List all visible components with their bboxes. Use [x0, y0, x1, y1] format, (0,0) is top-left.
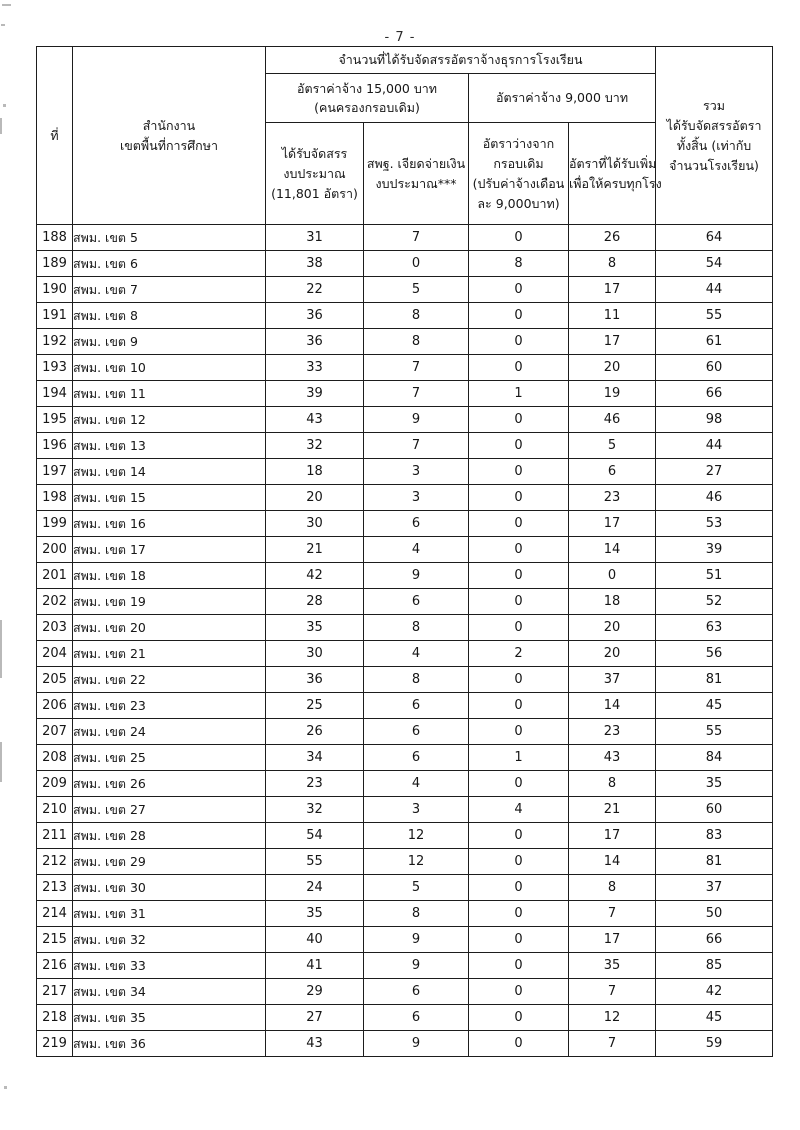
cell-obec-reallocated: 7 — [364, 433, 469, 459]
table-row — [37, 563, 773, 589]
cell-additional-positions: 37 — [569, 667, 656, 693]
cell-row-number: 202 — [37, 589, 73, 615]
cell-obec-reallocated: 12 — [364, 823, 469, 849]
table-row — [37, 277, 773, 303]
cell-vacant-positions: 0 — [469, 719, 569, 745]
cell-budget-allocated: 54 — [266, 823, 364, 849]
cell-additional-positions: 5 — [569, 433, 656, 459]
cell-row-number: 214 — [37, 901, 73, 927]
cell-vacant-positions: 0 — [469, 589, 569, 615]
page-number: - 7 - — [384, 30, 416, 45]
cell-row-number: 193 — [37, 355, 73, 381]
cell-budget-allocated: 40 — [266, 927, 364, 953]
cell-additional-positions: 20 — [569, 355, 656, 381]
cell-grand-total: 45 — [656, 1005, 773, 1031]
cell-additional-positions: 17 — [569, 277, 656, 303]
table-row — [37, 875, 773, 901]
header-group-wage-9000 — [469, 74, 656, 123]
cell-obec-reallocated: 6 — [364, 719, 469, 745]
cell-row-number: 213 — [37, 875, 73, 901]
cell-additional-positions: 14 — [569, 537, 656, 563]
cell-row-number: 216 — [37, 953, 73, 979]
header-vacant-line-4: ละ 9,000บาท) — [477, 195, 560, 211]
cell-obec-reallocated: 3 — [364, 459, 469, 485]
cell-obec-reallocated: 6 — [364, 511, 469, 537]
cell-row-number: 215 — [37, 927, 73, 953]
cell-vacant-positions: 0 — [469, 823, 569, 849]
cell-office-name: สพม. เขต 35 — [73, 1005, 266, 1031]
cell-obec-reallocated: 8 — [364, 901, 469, 927]
cell-additional-positions: 21 — [569, 797, 656, 823]
header-grand-total-line-1: รวม — [703, 97, 726, 113]
cell-obec-reallocated: 4 — [364, 537, 469, 563]
cell-row-number: 205 — [37, 667, 73, 693]
cell-office-name: สพม. เขต 26 — [73, 771, 266, 797]
cell-obec-reallocated: 6 — [364, 979, 469, 1005]
header-budget-line-1: ได้รับจัดสรร — [281, 145, 348, 161]
allocation-table-container — [36, 46, 772, 1057]
cell-office-name: สพม. เขต 19 — [73, 589, 266, 615]
cell-budget-allocated: 24 — [266, 875, 364, 901]
cell-grand-total: 83 — [656, 823, 773, 849]
cell-grand-total: 42 — [656, 979, 773, 1005]
cell-vacant-positions: 0 — [469, 485, 569, 511]
cell-row-number: 196 — [37, 433, 73, 459]
cell-obec-reallocated: 8 — [364, 667, 469, 693]
cell-row-number: 192 — [37, 329, 73, 355]
cell-obec-reallocated: 8 — [364, 329, 469, 355]
table-row — [37, 693, 773, 719]
cell-grand-total: 39 — [656, 537, 773, 563]
table-row — [37, 641, 773, 667]
cell-vacant-positions: 0 — [469, 1031, 569, 1057]
cell-grand-total: 50 — [656, 901, 773, 927]
cell-additional-positions: 8 — [569, 251, 656, 277]
cell-row-number: 211 — [37, 823, 73, 849]
table-row — [37, 745, 773, 771]
cell-row-number: 206 — [37, 693, 73, 719]
cell-office-name: สพม. เขต 27 — [73, 797, 266, 823]
table-body — [37, 225, 773, 1057]
cell-office-name: สพม. เขต 28 — [73, 823, 266, 849]
cell-row-number: 199 — [37, 511, 73, 537]
cell-budget-allocated: 22 — [266, 277, 364, 303]
cell-vacant-positions: 0 — [469, 563, 569, 589]
cell-obec-reallocated: 0 — [364, 251, 469, 277]
cell-additional-positions: 12 — [569, 1005, 656, 1031]
cell-additional-positions: 23 — [569, 719, 656, 745]
header-grand-total-line-2: ได้รับจัดสรรอัตรา — [666, 117, 762, 133]
cell-additional-positions: 17 — [569, 329, 656, 355]
cell-vacant-positions: 0 — [469, 875, 569, 901]
cell-additional-positions: 7 — [569, 1031, 656, 1057]
header-vacant-line-3: (ปรับค่าจ้างเดือน — [472, 175, 565, 191]
cell-additional-positions: 14 — [569, 849, 656, 875]
cell-additional-positions: 43 — [569, 745, 656, 771]
cell-grand-total: 66 — [656, 927, 773, 953]
cell-vacant-positions: 0 — [469, 355, 569, 381]
header-group-9000-line-1: อัตราค่าจ้าง 9,000 บาท — [495, 90, 629, 106]
header-group-wage-15000 — [266, 74, 469, 123]
cell-row-number: 195 — [37, 407, 73, 433]
cell-office-name: สพม. เขต 6 — [73, 251, 266, 277]
table-row — [37, 771, 773, 797]
cell-vacant-positions: 0 — [469, 849, 569, 875]
cell-additional-positions: 18 — [569, 589, 656, 615]
cell-office-name: สพม. เขต 36 — [73, 1031, 266, 1057]
cell-budget-allocated: 55 — [266, 849, 364, 875]
scan-artifact-margin — [0, 0, 16, 1130]
table-row — [37, 901, 773, 927]
cell-budget-allocated: 31 — [266, 225, 364, 251]
cell-budget-allocated: 38 — [266, 251, 364, 277]
cell-budget-allocated: 32 — [266, 433, 364, 459]
cell-grand-total: 59 — [656, 1031, 773, 1057]
cell-office-name: สพม. เขต 33 — [73, 953, 266, 979]
table-row — [37, 485, 773, 511]
cell-row-number: 203 — [37, 615, 73, 641]
table-row — [37, 1031, 773, 1057]
cell-obec-reallocated: 5 — [364, 277, 469, 303]
cell-row-number: 198 — [37, 485, 73, 511]
cell-additional-positions: 20 — [569, 641, 656, 667]
cell-vacant-positions: 1 — [469, 381, 569, 407]
header-grand-total-line-4: จำนวนโรงเรียน) — [669, 157, 759, 173]
cell-additional-positions: 8 — [569, 771, 656, 797]
cell-office-name: สพม. เขต 29 — [73, 849, 266, 875]
cell-vacant-positions: 0 — [469, 433, 569, 459]
table-row — [37, 823, 773, 849]
cell-budget-allocated: 20 — [266, 485, 364, 511]
cell-office-name: สพม. เขต 32 — [73, 927, 266, 953]
cell-budget-allocated: 35 — [266, 615, 364, 641]
header-vacant-positions — [469, 123, 569, 225]
cell-vacant-positions: 0 — [469, 901, 569, 927]
cell-additional-positions: 7 — [569, 979, 656, 1005]
table-row — [37, 329, 773, 355]
cell-budget-allocated: 35 — [266, 901, 364, 927]
cell-office-name: สพม. เขต 13 — [73, 433, 266, 459]
header-extra-line-1: อัตราที่ได้รับเพิ่ม — [569, 155, 657, 171]
cell-additional-positions: 0 — [569, 563, 656, 589]
cell-budget-allocated: 42 — [266, 563, 364, 589]
allocation-table — [36, 46, 773, 1057]
cell-grand-total: 53 — [656, 511, 773, 537]
cell-office-name: สพม. เขต 22 — [73, 667, 266, 693]
cell-grand-total: 81 — [656, 667, 773, 693]
header-obec-reallocated — [364, 123, 469, 225]
cell-grand-total: 81 — [656, 849, 773, 875]
cell-obec-reallocated: 7 — [364, 225, 469, 251]
cell-additional-positions: 26 — [569, 225, 656, 251]
cell-grand-total: 52 — [656, 589, 773, 615]
cell-budget-allocated: 26 — [266, 719, 364, 745]
table-row — [37, 615, 773, 641]
cell-office-name: สพม. เขต 14 — [73, 459, 266, 485]
header-grand-total — [656, 47, 773, 225]
cell-vacant-positions: 0 — [469, 693, 569, 719]
cell-office-name: สพม. เขต 20 — [73, 615, 266, 641]
cell-office-name: สพม. เขต 12 — [73, 407, 266, 433]
cell-row-number: 204 — [37, 641, 73, 667]
cell-row-number: 217 — [37, 979, 73, 1005]
cell-grand-total: 66 — [656, 381, 773, 407]
cell-obec-reallocated: 3 — [364, 485, 469, 511]
cell-obec-reallocated: 12 — [364, 849, 469, 875]
table-row — [37, 381, 773, 407]
cell-office-name: สพม. เขต 24 — [73, 719, 266, 745]
header-budget-allocated — [266, 123, 364, 225]
table-row — [37, 225, 773, 251]
cell-additional-positions: 46 — [569, 407, 656, 433]
cell-office-name: สพม. เขต 31 — [73, 901, 266, 927]
cell-vacant-positions: 2 — [469, 641, 569, 667]
cell-budget-allocated: 30 — [266, 641, 364, 667]
cell-office-name: สพม. เขต 15 — [73, 485, 266, 511]
cell-additional-positions: 17 — [569, 927, 656, 953]
cell-budget-allocated: 43 — [266, 407, 364, 433]
cell-row-number: 200 — [37, 537, 73, 563]
header-obec-line-1: สพฐ. เจียดจ่ายเงิน — [366, 155, 466, 171]
cell-vacant-positions: 0 — [469, 927, 569, 953]
cell-vacant-positions: 0 — [469, 459, 569, 485]
header-band-allocated: จำนวนที่ได้รับจัดสรรอัตราจ้างธุรการโรงเรียน — [266, 47, 656, 74]
cell-office-name: สพม. เขต 25 — [73, 745, 266, 771]
cell-additional-positions: 7 — [569, 901, 656, 927]
cell-row-number: 190 — [37, 277, 73, 303]
cell-row-number: 210 — [37, 797, 73, 823]
header-vacant-line-1: อัตราว่างจาก — [482, 135, 555, 151]
cell-row-number: 189 — [37, 251, 73, 277]
cell-office-name: สพม. เขต 9 — [73, 329, 266, 355]
cell-office-name: สพม. เขต 23 — [73, 693, 266, 719]
table-row — [37, 849, 773, 875]
cell-vacant-positions: 0 — [469, 225, 569, 251]
cell-obec-reallocated: 9 — [364, 563, 469, 589]
cell-budget-allocated: 25 — [266, 693, 364, 719]
cell-grand-total: 63 — [656, 615, 773, 641]
table-row — [37, 953, 773, 979]
header-row-number: ที่ — [37, 47, 73, 225]
cell-additional-positions: 11 — [569, 303, 656, 329]
cell-grand-total: 61 — [656, 329, 773, 355]
cell-office-name: สพม. เขต 16 — [73, 511, 266, 537]
cell-vacant-positions: 1 — [469, 745, 569, 771]
cell-obec-reallocated: 6 — [364, 589, 469, 615]
cell-grand-total: 54 — [656, 251, 773, 277]
cell-grand-total: 55 — [656, 719, 773, 745]
cell-grand-total: 45 — [656, 693, 773, 719]
header-vacant-line-2: กรอบเดิม — [493, 155, 544, 171]
cell-obec-reallocated: 9 — [364, 953, 469, 979]
cell-grand-total: 56 — [656, 641, 773, 667]
cell-grand-total: 44 — [656, 277, 773, 303]
cell-budget-allocated: 28 — [266, 589, 364, 615]
table-row — [37, 407, 773, 433]
table-row — [37, 1005, 773, 1031]
cell-additional-positions: 19 — [569, 381, 656, 407]
cell-budget-allocated: 27 — [266, 1005, 364, 1031]
cell-obec-reallocated: 8 — [364, 615, 469, 641]
cell-additional-positions: 17 — [569, 511, 656, 537]
cell-row-number: 209 — [37, 771, 73, 797]
cell-office-name: สพม. เขต 18 — [73, 563, 266, 589]
table-row — [37, 537, 773, 563]
table-row — [37, 667, 773, 693]
cell-vacant-positions: 0 — [469, 537, 569, 563]
table-row — [37, 589, 773, 615]
cell-budget-allocated: 23 — [266, 771, 364, 797]
header-grand-total-line-3: ทั้งสิ้น (เท่ากับ — [676, 137, 752, 153]
cell-obec-reallocated: 4 — [364, 641, 469, 667]
cell-vacant-positions: 0 — [469, 979, 569, 1005]
header-office — [73, 47, 266, 225]
table-row — [37, 355, 773, 381]
cell-additional-positions: 20 — [569, 615, 656, 641]
cell-obec-reallocated: 4 — [364, 771, 469, 797]
cell-obec-reallocated: 9 — [364, 1031, 469, 1057]
cell-office-name: สพม. เขต 21 — [73, 641, 266, 667]
cell-additional-positions: 6 — [569, 459, 656, 485]
cell-vacant-positions: 0 — [469, 615, 569, 641]
cell-budget-allocated: 43 — [266, 1031, 364, 1057]
cell-office-name: สพม. เขต 5 — [73, 225, 266, 251]
cell-vacant-positions: 0 — [469, 667, 569, 693]
cell-row-number: 218 — [37, 1005, 73, 1031]
cell-budget-allocated: 18 — [266, 459, 364, 485]
table-row — [37, 927, 773, 953]
cell-row-number: 194 — [37, 381, 73, 407]
cell-office-name: สพม. เขต 34 — [73, 979, 266, 1005]
cell-row-number: 212 — [37, 849, 73, 875]
header-group-15000-line-1: อัตราค่าจ้าง 15,000 บาท — [296, 80, 438, 96]
cell-obec-reallocated: 7 — [364, 355, 469, 381]
cell-additional-positions: 14 — [569, 693, 656, 719]
cell-grand-total: 98 — [656, 407, 773, 433]
cell-budget-allocated: 39 — [266, 381, 364, 407]
table-row — [37, 433, 773, 459]
table-row — [37, 511, 773, 537]
header-group-15000-line-2: (คนครองกรอบเดิม) — [314, 100, 420, 115]
cell-vacant-positions: 0 — [469, 953, 569, 979]
table-row — [37, 979, 773, 1005]
cell-grand-total: 85 — [656, 953, 773, 979]
cell-office-name: สพม. เขต 11 — [73, 381, 266, 407]
cell-row-number: 207 — [37, 719, 73, 745]
cell-grand-total: 27 — [656, 459, 773, 485]
cell-budget-allocated: 29 — [266, 979, 364, 1005]
cell-grand-total: 60 — [656, 355, 773, 381]
cell-budget-allocated: 36 — [266, 667, 364, 693]
cell-vacant-positions: 0 — [469, 771, 569, 797]
cell-additional-positions: 23 — [569, 485, 656, 511]
cell-grand-total: 44 — [656, 433, 773, 459]
table-row — [37, 303, 773, 329]
cell-office-name: สพม. เขต 7 — [73, 277, 266, 303]
cell-row-number: 197 — [37, 459, 73, 485]
cell-additional-positions: 35 — [569, 953, 656, 979]
cell-obec-reallocated: 6 — [364, 1005, 469, 1031]
table-header — [37, 47, 773, 225]
cell-grand-total: 84 — [656, 745, 773, 771]
cell-vacant-positions: 4 — [469, 797, 569, 823]
table-row — [37, 797, 773, 823]
cell-row-number: 208 — [37, 745, 73, 771]
table-row — [37, 719, 773, 745]
cell-budget-allocated: 32 — [266, 797, 364, 823]
cell-office-name: สพม. เขต 8 — [73, 303, 266, 329]
header-office-line-2: เขตพื้นที่การศึกษา — [119, 137, 219, 153]
cell-vacant-positions: 8 — [469, 251, 569, 277]
cell-obec-reallocated: 3 — [364, 797, 469, 823]
cell-grand-total: 35 — [656, 771, 773, 797]
cell-vacant-positions: 0 — [469, 277, 569, 303]
cell-obec-reallocated: 5 — [364, 875, 469, 901]
cell-budget-allocated: 33 — [266, 355, 364, 381]
cell-vacant-positions: 0 — [469, 303, 569, 329]
table-row — [37, 251, 773, 277]
cell-grand-total: 46 — [656, 485, 773, 511]
cell-budget-allocated: 36 — [266, 303, 364, 329]
header-budget-line-2: งบประมาณ — [283, 165, 346, 181]
cell-grand-total: 60 — [656, 797, 773, 823]
cell-row-number: 191 — [37, 303, 73, 329]
header-additional-positions — [569, 123, 662, 225]
cell-budget-allocated: 30 — [266, 511, 364, 537]
cell-obec-reallocated: 9 — [364, 407, 469, 433]
header-budget-line-3: (11,801 อัตรา) — [271, 185, 358, 201]
cell-budget-allocated: 34 — [266, 745, 364, 771]
cell-budget-allocated: 36 — [266, 329, 364, 355]
cell-row-number: 188 — [37, 225, 73, 251]
cell-vacant-positions: 0 — [469, 511, 569, 537]
table-row — [37, 459, 773, 485]
cell-obec-reallocated: 6 — [364, 693, 469, 719]
cell-obec-reallocated: 8 — [364, 303, 469, 329]
cell-office-name: สพม. เขต 30 — [73, 875, 266, 901]
cell-row-number: 201 — [37, 563, 73, 589]
cell-grand-total: 51 — [656, 563, 773, 589]
cell-vacant-positions: 0 — [469, 407, 569, 433]
cell-office-name: สพม. เขต 10 — [73, 355, 266, 381]
cell-grand-total: 64 — [656, 225, 773, 251]
cell-obec-reallocated: 6 — [364, 745, 469, 771]
cell-additional-positions: 17 — [569, 823, 656, 849]
cell-vacant-positions: 0 — [469, 329, 569, 355]
cell-office-name: สพม. เขต 17 — [73, 537, 266, 563]
cell-budget-allocated: 21 — [266, 537, 364, 563]
cell-budget-allocated: 41 — [266, 953, 364, 979]
header-obec-line-2: งบประมาณ*** — [375, 175, 457, 191]
cell-row-number: 219 — [37, 1031, 73, 1057]
cell-vacant-positions: 0 — [469, 1005, 569, 1031]
cell-additional-positions: 8 — [569, 875, 656, 901]
header-extra-line-2: เพื่อให้ครบทุกโรง — [569, 175, 662, 191]
header-office-line-1: สำนักงาน — [142, 117, 196, 133]
cell-obec-reallocated: 7 — [364, 381, 469, 407]
cell-obec-reallocated: 9 — [364, 927, 469, 953]
cell-grand-total: 37 — [656, 875, 773, 901]
cell-grand-total: 55 — [656, 303, 773, 329]
